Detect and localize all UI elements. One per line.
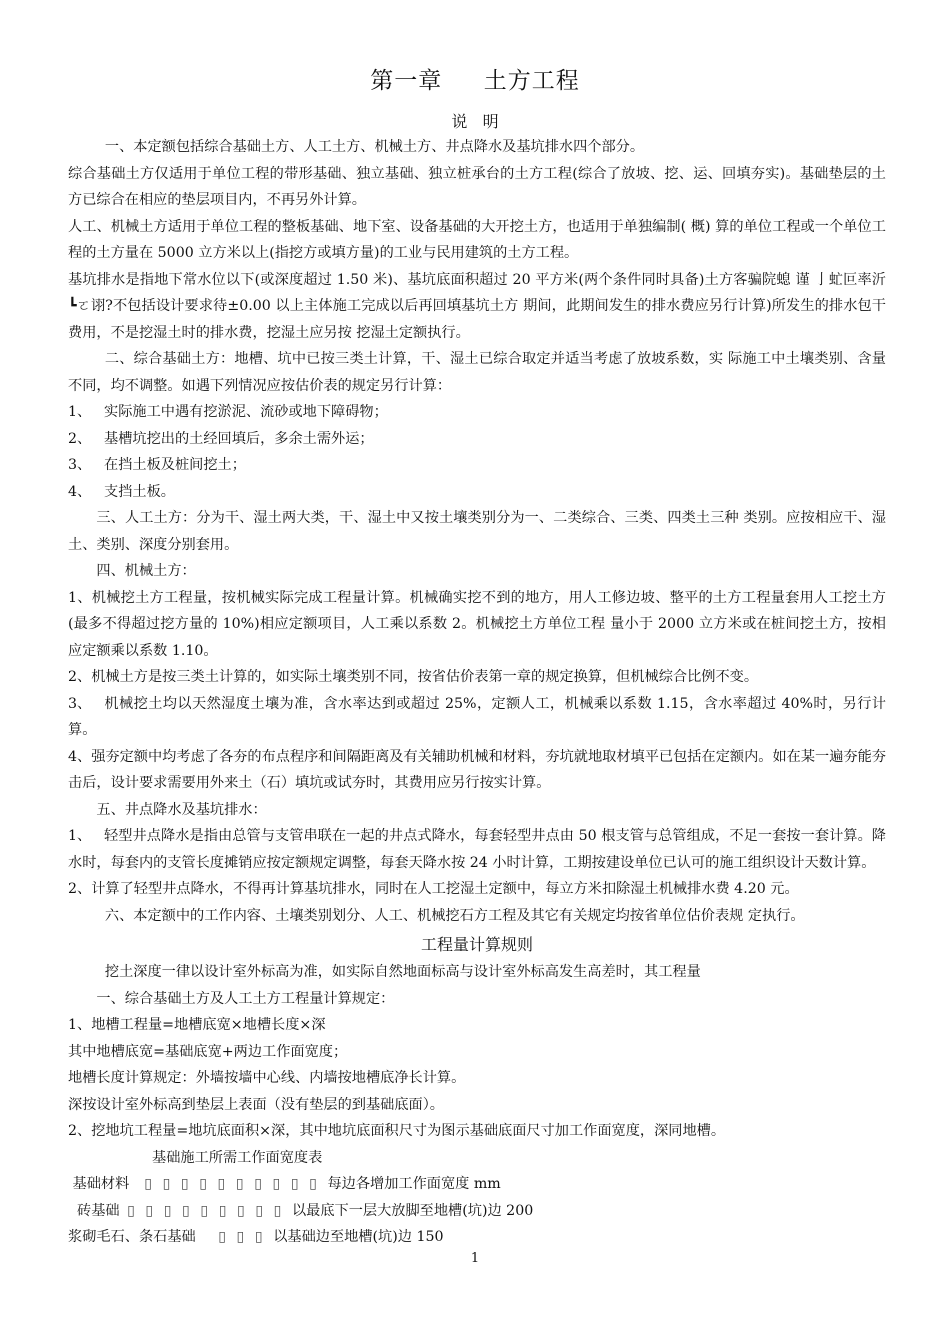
table-row (68, 1198, 886, 1225)
paragraph: 三、人工土方：分为干、湿土两大类，干、湿土中又按土壤类别分为一、二类综合、三类、四类土三种 类别。应按相应干、湿土、类别、深度分别套用。 (68, 510, 886, 553)
paragraph: 其中地槽底宽=基础底宽+两边工作面宽度； (68, 1043, 348, 1060)
paragraph: 1、机械挖土方工程量，按机械实际完成工程量计算。机械确实挖不到的地方，用人工修边坡、整平的土方工程量套用人工挖土方(最多不得超过挖方量的 10%)相应定额项目，人工乘以系数 2。机械挖土方单位工程 量小于 2000 立方米或在桩间挖土方，按相应定额乘以系数 1.10。 (68, 589, 886, 659)
paragraph: 挖土深度一律以设计室外标高为准，如实际自然地面标高与设计室外标高发生高差时，其工程量 (104, 964, 701, 980)
paragraph: 四、机械土方： (96, 563, 196, 579)
paragraph: 六、本定额中的工作内容、土壤类别划分、人工、机械挖石方工程及其它有关规定均按省单位估价表规 定执行。 (104, 907, 805, 924)
section-subtitle: 说 明 (451, 112, 499, 131)
document-body (68, 134, 886, 1251)
table-cell-placeholder: ▯ ▯ ▯ ▯ ▯ ▯ ▯ ▯ ▯ (119, 1202, 292, 1219)
table-cell-value: 以基础边至地槽(坑)边 150 (273, 1229, 444, 1245)
table-cell-placeholder: ▯ ▯ ▯ (195, 1229, 274, 1245)
table-cell-value: 以最底下一层大放脚至地槽(坑)边 200 (291, 1202, 534, 1219)
table-cell-value: 每边各增加工作面宽度 mm (327, 1176, 501, 1192)
paragraph: 人工、机械土方适用于单位工程的整板基础、地下室、设备基础的大开挖土方，也适用于单独编制( 概) 算的单位工程或一个单位工程的土方量在 5000 立方米以上(指挖方或填方量)的工业与民用建筑的土方工程。 (68, 218, 886, 261)
section-title: 工程量计算规则 (420, 935, 533, 954)
paragraph: 基坑排水是指地下常水位以下(或深度超过 1.50 米)、基坑底面积超过 20 平方米(两个条件同时具备)土方客骗院螅 谨 亅虻叵率沂 ┗ㄛ诩?不包括设计要求待±0.00 以上主体施工完成以后再回填基坑土方 期间，此期间发生的排水费应另行计算)所发生的排水包干费用，不是挖湿土时的排水费，挖湿土应另按 挖湿土定额执行。 (68, 271, 886, 341)
list-number: 4、 (68, 483, 92, 500)
table-caption: 基础施工所需工作面宽度表 (152, 1149, 323, 1166)
paragraph: 1、地槽工程量=地槽底宽×地槽长度×深 (68, 1017, 326, 1033)
paragraph: 地槽长度计算规定：外墙按墙中心线、内墙按地槽底净长计算。 (68, 1070, 466, 1086)
paragraph: 2、计算了轻型井点降水，不得再计算基坑排水，同时在人工挖湿土定额中，每立方米扣除湿土机械排水费 4.20 元。 (68, 881, 799, 897)
list-number: 1、 (68, 404, 92, 420)
chapter-title: 第一章 土方工程 (370, 68, 580, 94)
paragraph: 一、综合基础土方及人工土方工程量计算规定： (96, 990, 395, 1007)
list-item: 3、 机械挖土均以天然湿度土壤为准，含水率达到或超过 25%，定额人工，机械乘以系数 1.15，含水率超过 40%时，另行计算。 (68, 691, 886, 744)
paragraph: 4、强夯定额中均考虑了各夯的布点程序和间隔距离及有关辅助机械和材料，夯坑就地取材填平已包括在定额内。如在某一遍夯能夯击后，设计要求需要用外来土（石）填坑或试夯时，其费用应另行按实计算。 (68, 748, 886, 791)
list-number: 3、 (68, 695, 92, 712)
paragraph: 二、综合基础土方：地槽、坑中已按三类土计算，干、湿土已综合取定并适当考虑了放坡系数，实 际施工中土壤类别、含量不同，均不调整。如遇下列情况应按估价表的规定另行计算： (68, 351, 886, 394)
paragraph: 综合基础土方仅适用于单位工程的带形基础、独立基础、独立桩承台的土方工程(综合了放坡、挖、运、回填夯实)。基础垫层的土方已综合在相应的垫层项目内，不再另外计算。 (68, 165, 886, 208)
list-number: 1、 (68, 828, 92, 844)
paragraph: 一、本定额包括综合基础土方、人工土方、机械土方、井点降水及基坑排水四个部分。 (104, 139, 645, 155)
paragraph: 2、机械土方是按三类土计算的，如实际土壤类别不同，按省估价表第一章的规定换算，但机械综合比例不变。 (68, 669, 759, 685)
table-cell-material: 基础材料 (68, 1176, 130, 1192)
list-number: 2、 (68, 430, 92, 447)
list-item: 4、 支挡土板。 (68, 479, 886, 506)
table-cell-placeholder: ▯ ▯ ▯ ▯ ▯ ▯ ▯ ▯ ▯ ▯ (129, 1176, 328, 1192)
paragraph: 2、挖地坑工程量=地坑底面积×深，其中地坑底面积尺寸为图示基础底面尺寸加工作面宽度，深同地槽。 (68, 1123, 726, 1139)
list-item: 1、 轻型井点降水是指由总管与支管串联在一起的井点式降水，每套轻型井点由 50 根支管与总管组成，不足一套按一套计算。降水时，每套内的支管长度摊销应按定额规定调整，每套天降水按 24 小时计算，工期按建设单位已认可的施工组织设计天数计算。 (68, 823, 886, 876)
paragraph: 五、井点降水及基坑排水： (96, 801, 267, 818)
table-cell-material: 砖基础 (68, 1202, 120, 1219)
table-cell-material: 浆砌毛石、条石基础 (68, 1229, 196, 1245)
table-row (68, 1224, 886, 1251)
list-item: 1、 实际施工中遇有挖淤泥、流砂或地下障碍物； (68, 399, 886, 426)
list-number: 3、 (68, 457, 92, 473)
table-row (68, 1171, 886, 1198)
list-item: 3、 在挡土板及桩间挖土； (68, 452, 886, 479)
paragraph: 深按设计室外标高到垫层上表面（没有垫层的到基础底面）。 (68, 1096, 444, 1113)
page-number: 1 (470, 1251, 480, 1266)
list-item: 2、 基槽坑挖出的土经回填后，多余土需外运； (68, 426, 886, 453)
